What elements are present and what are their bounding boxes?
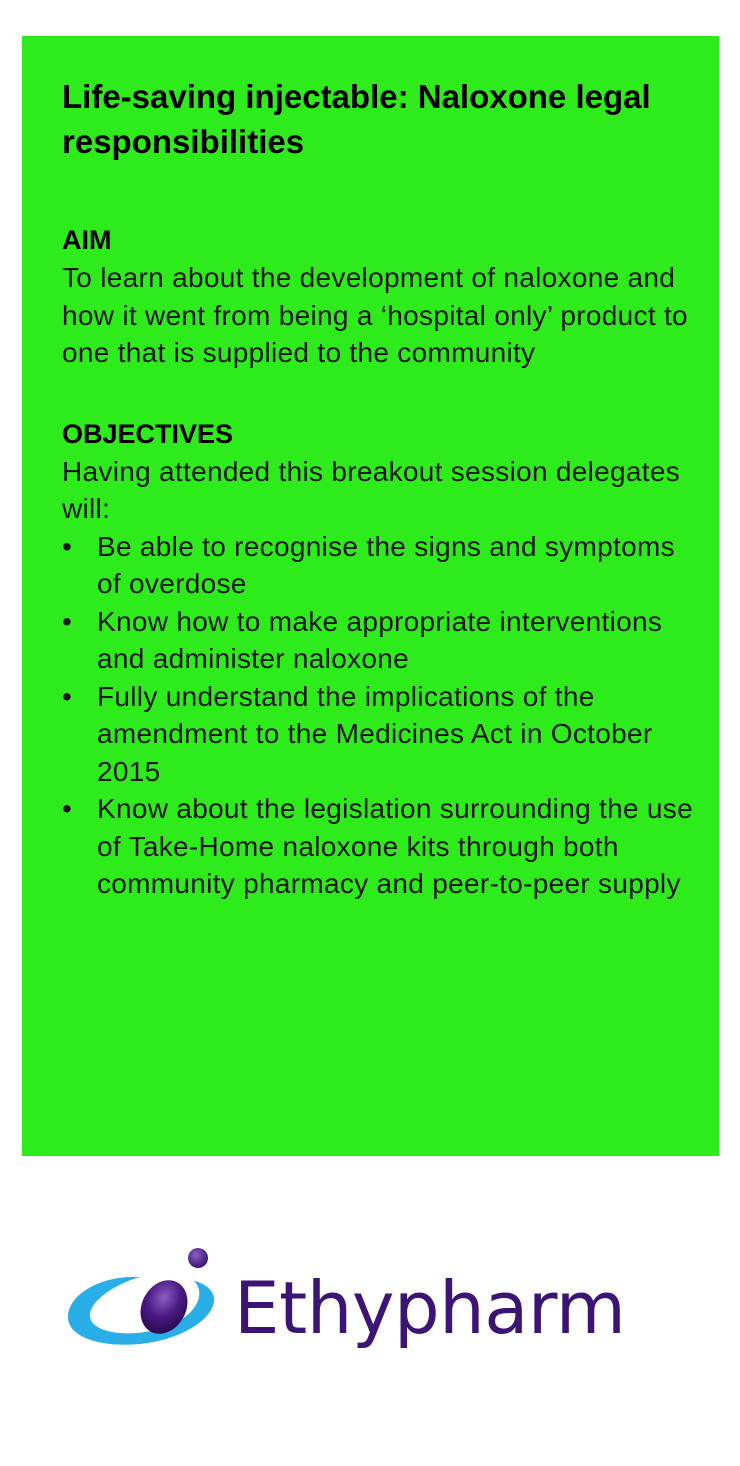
objectives-list xyxy=(62,528,702,903)
objective-item-1 xyxy=(62,528,702,603)
ethypharm-logo-mark-icon xyxy=(66,1245,226,1370)
aim-heading: AIM xyxy=(62,225,112,255)
objective-text: Know how to make appropriate interventions and administer naloxone xyxy=(97,605,663,674)
ethypharm-wordmark: Ethypharm xyxy=(234,1266,626,1350)
bullet-icon: • xyxy=(62,605,73,637)
session-title: Life-saving injectable: Naloxone legal responsibilities xyxy=(62,78,651,160)
objective-text: Know about the legislation surrounding the use of Take-Home naloxone kits through both community pharmacy and peer-to-peer supply xyxy=(97,793,693,899)
objective-text: Be able to recognise the signs and symptoms of overdose xyxy=(97,530,675,599)
objectives-intro: Having attended this breakout session delegates will: xyxy=(62,455,681,524)
info-panel xyxy=(22,36,719,1156)
objective-item-4 xyxy=(62,790,702,903)
aim-text: To learn about the development of naloxone and how it went from being a ‘hospital only’ product to one that is supplied to the community xyxy=(62,262,688,368)
objective-item-3 xyxy=(62,678,702,791)
objective-item-2 xyxy=(62,603,702,678)
bullet-icon: • xyxy=(62,793,73,824)
bullet-icon: • xyxy=(62,530,73,562)
info-content xyxy=(62,74,702,903)
objectives-heading: OBJECTIVES xyxy=(62,418,234,449)
objective-text: Fully understand the implications of the amendment to the Medicines Act in October 2015 xyxy=(97,680,653,787)
bullet-icon: • xyxy=(62,680,73,712)
ethypharm-logo xyxy=(66,1245,686,1370)
